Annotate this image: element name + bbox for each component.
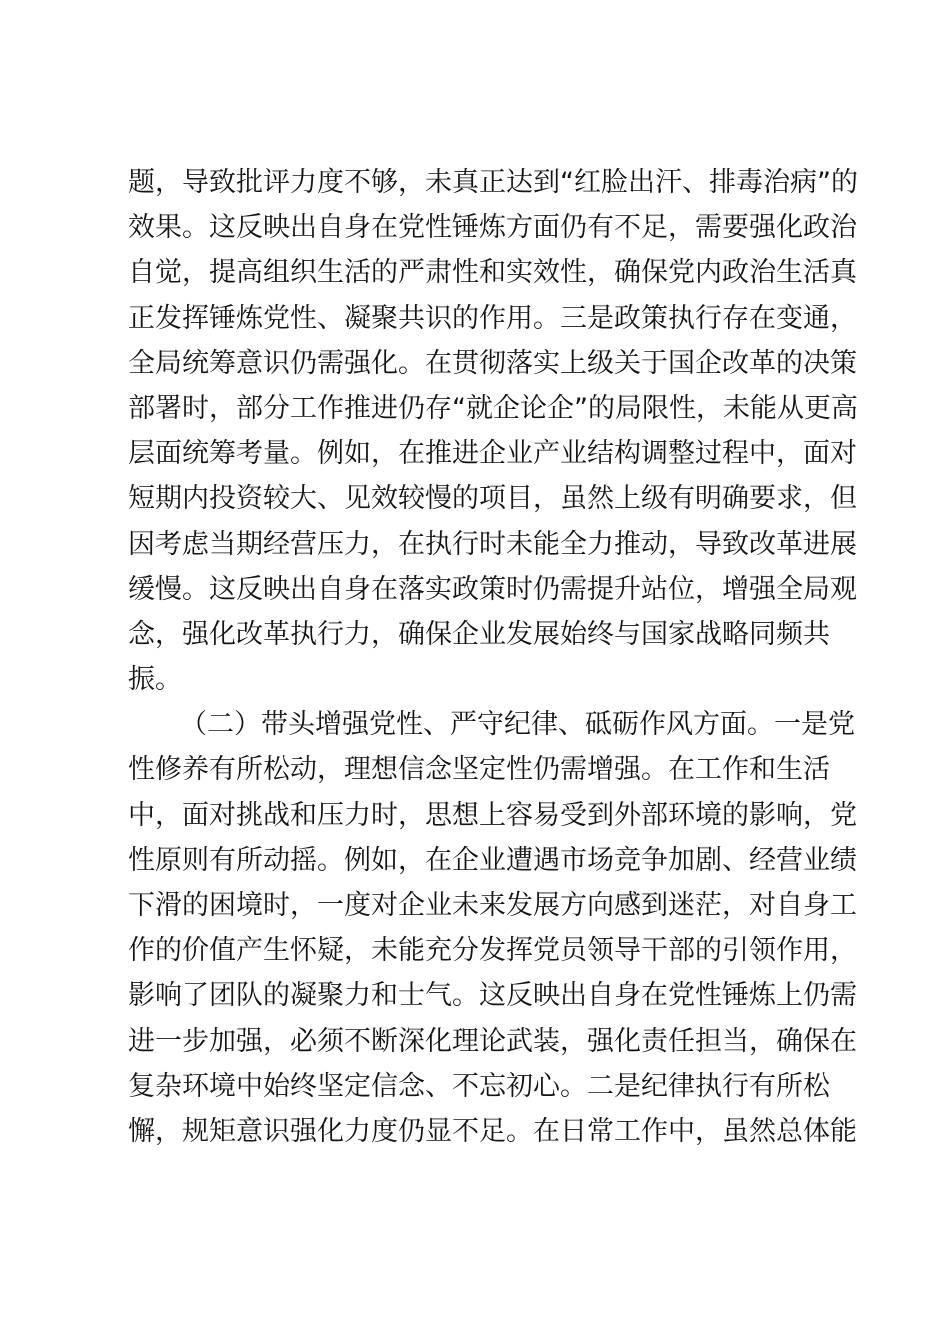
text-line: 下滑的困境时，一度对企业未来发展方向感到迷茫，对自身工 xyxy=(128,890,857,921)
text-line: 因考虑当期经营压力，在执行时未能全力推动，导致改革进展 xyxy=(128,528,857,560)
text-line: 影响了团队的凝聚力和士气。这反映出自身在党性锤炼上仍需 xyxy=(128,980,857,1012)
text-line: 正发挥锤炼党性、凝聚共识的作用。三是政策执行存在变通， xyxy=(128,302,857,334)
body-text xyxy=(128,160,858,1154)
text-line: 作的价值产生怀疑，未能充分发挥党员领导干部的引领作用， xyxy=(128,935,857,967)
text-line: 效果。这反映出自身在党性锤炼方面仍有不足，需要强化政治 xyxy=(128,212,857,244)
text-line: 层面统筹考量。例如，在推进企业产业结构调整过程中，面对 xyxy=(128,438,857,470)
text-line: 全局统筹意识仍需强化。在贯彻落实上级关于国企改革的决策 xyxy=(128,347,857,379)
text-line: 念，强化改革执行力，确保企业发展始终与国家战略同频共 xyxy=(128,618,830,650)
text-line: 性原则有所动摇。例如，在企业遭遇市场竞争加剧、经营业绩 xyxy=(128,844,857,876)
text-line: 自觉，提高组织生活的严肃性和实效性，确保党内政治生活真 xyxy=(128,257,857,289)
section-heading-line: （二）带头增强党性、严守纪律、砥砺作风方面。一是党 xyxy=(180,709,855,741)
text-line: 题，导致批评力度不够，未真正达到“红脸出汗、排毒治病”的 xyxy=(128,167,858,198)
text-line: 缓慢。这反映出自身在落实政策时仍需提升站位，增强全局观 xyxy=(128,573,857,605)
text-line: 短期内投资较大、见效较慢的项目，虽然上级有明确要求，但 xyxy=(128,483,857,515)
text-line: 中，面对挑战和压力时，思想上容易受到外部环境的影响，党 xyxy=(128,799,857,831)
text-line: 复杂环境中始终坚定信念、不忘初心。二是纪律执行有所松 xyxy=(128,1070,830,1102)
text-line: 懈，规矩意识强化力度仍显不足。在日常工作中，虽然总体能 xyxy=(128,1115,857,1147)
text-line: 性修养有所松动，理想信念坚定性仍需增强。在工作和生活 xyxy=(128,754,830,786)
text-line: 部署时，部分工作推进仍存“就企论企”的局限性，未能从更高 xyxy=(128,392,858,424)
text-line: 进一步加强，必须不断深化理论武装，强化责任担当，确保在 xyxy=(128,1025,857,1057)
text-line: 振。 xyxy=(128,664,182,696)
